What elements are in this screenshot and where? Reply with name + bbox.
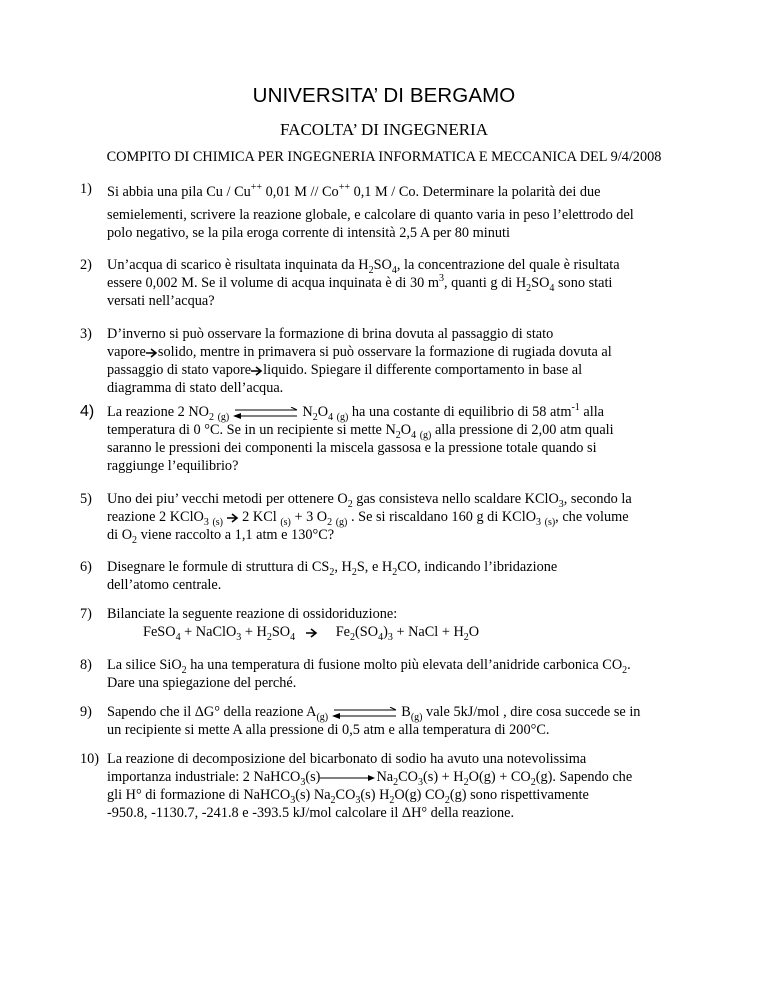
question-7 [80,605,720,641]
question-line: saranno le pressioni dei componenti la miscela gassosa e la pressione totale quando si [107,440,597,456]
question-5 [80,490,720,544]
question-line: raggiunge l’equilibrio? [107,458,239,474]
question-3 [80,325,720,397]
question-line: diagramma di stato dell’acqua. [107,380,284,396]
question-line: Disegnare le formule di struttura di $CS_2$, $H_2S$, e $H_2CO$, indicando l’ibridazione [107,559,558,578]
question-number: 8) [80,657,92,673]
question-line: di $O_2$ viene raccolto a 1,1 atm e 130°C? [107,527,335,546]
question-line: un recipiente si mette A alla pressione di 0,5 atm e alla temperatura di 200°C. [107,722,550,738]
question-10 [80,750,720,822]
right-arrow-icon [146,348,158,358]
question-line: Bilanciate la seguente reazione di ossidoriduzione: [107,606,398,622]
question-1 [80,180,720,242]
question-number: 2) [80,257,92,273]
question-number: 10) [80,751,100,767]
right-arrow-icon [227,513,239,523]
question-line: D’inverno si può osservare la formazione di brina dovuta al passaggio di stato [107,326,554,342]
equilibrium-arrow-icon [332,707,398,719]
reaction-line: FeSO$_4$ + NaClO$_3$ + $H_2SO_4$ $Fe_2(SO_4)_3$ + NaCl + $H_2O$ [143,624,480,643]
right-arrow-icon [306,628,318,638]
question-line: Un’acqua di scarico è risultata inquinata da $H_2SO_4$, la concentrazione del quale è risultata [107,257,620,276]
question-line: dell’atomo centrale. [107,577,222,593]
right-arrow-icon [251,366,263,376]
question-line: Si abbia una pila Cu / Cu++ 0,01 M // Co++ 0,1 M / Co. Determinare la polarità dei due [107,182,601,200]
university-title: UNIVERSITA’ DI BERGAMO [252,84,516,107]
question-number: 4) [80,403,95,420]
equilibrium-arrow-icon [233,407,299,419]
question-number: 9) [80,704,92,720]
question-2 [80,256,720,310]
right-arrow-icon [320,773,376,783]
question-line: polo negativo, se la pila eroga corrente di intensità 2,5 A per 80 minuti [107,225,510,241]
question-line: gli H° di formazione di NaHCO$_3$(s) $Na_2CO_3(s)$ $H_2O(g)$ $CO_2(g)$ sono rispettivamente [107,787,589,806]
question-9 [80,703,720,739]
question-line: semielementi, scrivere la reazione globale, e calcolare di quanto varia in peso l’elettrodo del [107,207,634,223]
question-number: 3) [80,326,92,342]
question-line: Uno dei piu’ vecchi metodi per ottenere $O_2$ gas consisteva nello scaldare KClO$_3$, secondo la [107,491,632,510]
question-line: temperatura di 0 °C. Se in un recipiente si mette $N_2O_4$ $_{(g)}$ alla pressione di 2,00 atm quali [107,422,614,441]
question-number: 7) [80,606,92,622]
question-line: -950.8, -1130.7, -241.8 e -393.5 kJ/mol calcolare il ΔH° della reazione. [107,805,515,821]
question-line: passaggio di stato vapore liquido. Spiegare il differente comportamento in base al [107,362,583,378]
question-number: 5) [80,491,92,507]
question-line: importanza industriale: 2 NaHCO$_3$(s) $Na_2CO_3(s) + H_2O(g) + CO_2(g)$. Sapendo che [107,769,633,788]
question-line: Dare una spiegazione del perché. [107,675,297,691]
question-line: La silice SiO$_2$ ha una temperatura di fusione molto più elevata dell’anidride carbonica $CO_2$. [107,657,631,676]
question-number: 6) [80,559,92,575]
question-line: reazione 2 KClO$_3$ $_{(s)}$ 2 KCl $_{(s)}$ + 3 $O_2$ $_{(g)}$ . Se si riscaldano 160 g di KClO$_3$ $_{(s)}$, che volume [107,509,629,528]
question-4 [80,403,720,475]
question-8 [80,656,720,692]
question-line: vapore solido, mentre in primavera si può osservare la formazione di rugiada dovuta al [107,344,612,360]
question-line: essere 0,002 M. Se il volume di acqua inquinata è di 30 $m^3$, quanti g di $H_2SO_4$ sono stati [107,273,613,294]
question-line: Sapendo che il ΔG° della reazione $A_{(g)}$ $B_{(g)}$ vale 5kJ/mol , dire cosa succede se in [107,704,641,723]
question-6 [80,558,720,594]
question-line: versati nell’acqua? [107,293,215,309]
question-line: La reazione 2 $NO_2$ $_{(g)}$ $N_2O_4$ $_{(g)}$ ha una costante di equilibrio di 58 atm$^{-1}$ alla [107,402,605,423]
exam-title: COMPITO DI CHIMICA PER INGEGNERIA INFORMATICA E MECCANICA DEL 9/4/2008 [106,149,662,165]
faculty-title: FACOLTA’ DI INGEGNERIA [280,120,488,139]
question-number: 1) [80,181,92,197]
question-line: La reazione di decomposizione del bicarbonato di sodio ha avuto una notevolissima [107,751,587,767]
